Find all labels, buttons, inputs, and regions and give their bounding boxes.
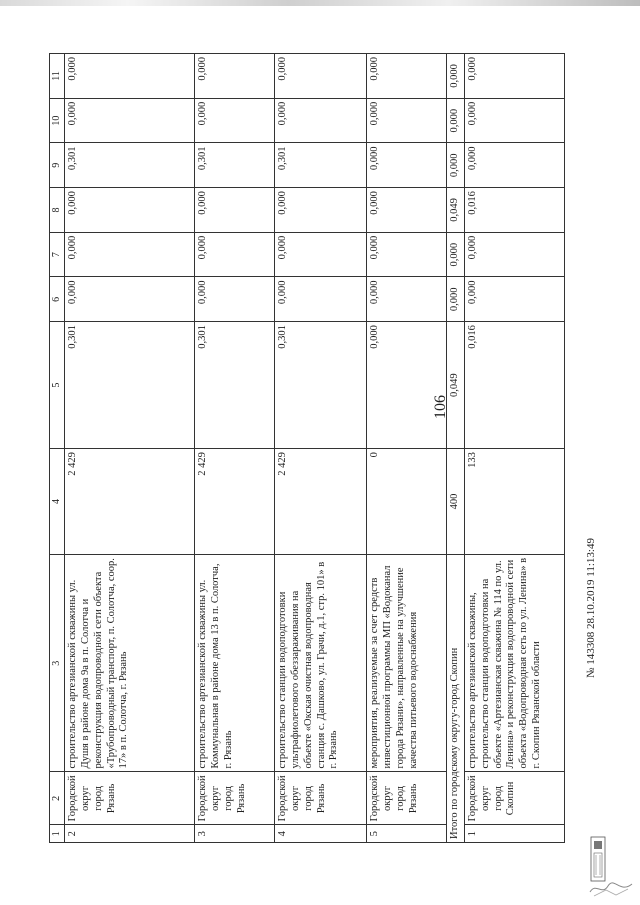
- table-row: [464, 54, 564, 843]
- value-cell: 0,000: [464, 54, 564, 99]
- value-cell: 0,000: [275, 98, 367, 143]
- description-cell: строительство станции водоподготовки ультрафиолетового обеззараживания на объекте «Окская очистная водопроводная станция с. Дашково, ул. Грачи, д.1, стр. 101» в г. Рязань: [275, 554, 367, 772]
- row-number: 2: [65, 825, 195, 843]
- table-row: [195, 54, 275, 843]
- value-cell: 0,000: [275, 188, 367, 233]
- total-label: Итого по городскому округу-город Скопин: [447, 554, 465, 842]
- col-header: 7: [50, 232, 65, 277]
- col-header: 2: [50, 772, 65, 825]
- table-row: [65, 54, 195, 843]
- value-cell: 0,000: [275, 232, 367, 277]
- page-number: 106: [432, 395, 449, 419]
- value-cell: 0,000: [367, 322, 447, 449]
- row-number: 5: [367, 825, 447, 843]
- value-cell: 0,016: [464, 188, 564, 233]
- value-cell: 0,000: [195, 188, 275, 233]
- col-header: 1: [50, 825, 65, 843]
- description-cell: строительство артезианской скважины ул. Коммунальная в районе дома 13 в п. Солотча, г. Рязань: [195, 554, 275, 772]
- col-header: 5: [50, 322, 65, 449]
- table-row: [367, 54, 447, 843]
- value-cell: 400: [447, 449, 465, 555]
- col-header: 10: [50, 98, 65, 143]
- value-cell: 0,000: [447, 98, 465, 143]
- value-cell: 0,000: [65, 54, 195, 99]
- value-cell: 0,000: [447, 232, 465, 277]
- row-number: 4: [275, 825, 367, 843]
- district-cell: Городской округ город Скопин: [464, 772, 564, 825]
- value-cell: 0,301: [275, 143, 367, 188]
- col-header: 11: [50, 54, 65, 99]
- value-cell: 0,000: [195, 232, 275, 277]
- total-row: [447, 54, 465, 843]
- value-cell: 0,000: [195, 98, 275, 143]
- registration-stamp: № 143308 28.10.2019 11:13:49: [585, 538, 597, 678]
- value-cell: 0,000: [275, 54, 367, 99]
- value-cell: 0,000: [464, 143, 564, 188]
- district-cell: Городской округ город Рязань: [65, 772, 195, 825]
- value-cell: 0,000: [367, 98, 447, 143]
- value-cell: 0,000: [65, 232, 195, 277]
- value-cell: 0,301: [65, 143, 195, 188]
- value-cell: 0,000: [275, 277, 367, 322]
- col-header: 3: [50, 554, 65, 772]
- table-row: [275, 54, 367, 843]
- value-cell: 2 429: [65, 449, 195, 555]
- value-cell: 0,016: [464, 322, 564, 449]
- data-table: [49, 53, 565, 843]
- col-header: 8: [50, 188, 65, 233]
- district-cell: Городской округ город Рязань: [195, 772, 275, 825]
- row-number: 1: [464, 825, 564, 843]
- value-cell: 0,000: [367, 143, 447, 188]
- value-cell: 0,000: [65, 277, 195, 322]
- col-header: 9: [50, 143, 65, 188]
- value-cell: 0,000: [464, 232, 564, 277]
- value-cell: 133: [464, 449, 564, 555]
- value-cell: 0,000: [195, 277, 275, 322]
- value-cell: 0,000: [195, 54, 275, 99]
- value-cell: 0,000: [65, 98, 195, 143]
- value-cell: 2 429: [275, 449, 367, 555]
- description-cell: мероприятия, реализуемые за счет средств инвестиционной программы МП «Водоканал города Рязани», направленные на улучшение качества питьевого водоснабжения: [367, 554, 447, 772]
- district-cell: Городской округ город Рязань: [367, 772, 447, 825]
- district-cell: Городской округ город Рязань: [275, 772, 367, 825]
- value-cell: 0,000: [367, 188, 447, 233]
- value-cell: 0,000: [65, 188, 195, 233]
- scan-mark-icon: [588, 878, 634, 898]
- value-cell: 0,000: [367, 54, 447, 99]
- row-number: 3: [195, 825, 275, 843]
- value-cell: 0,301: [195, 322, 275, 449]
- value-cell: 0,000: [447, 54, 465, 99]
- value-cell: 0,000: [464, 98, 564, 143]
- description-cell: строительство артезианской скважины ул. Душя в районе дома 9а в п. Солотча и реконструкция водопроводной сети объекта «Трубопроводный транспорт, п. Солотча, соор. 17» в п. Солотча, г. Рязань: [65, 554, 195, 772]
- rotated-table-wrapper: [49, 53, 611, 843]
- value-cell: 2 429: [195, 449, 275, 555]
- scan-edge: [0, 0, 640, 6]
- value-cell: 0,049: [447, 188, 465, 233]
- description-cell: строительство артезианской скважины, строительство станции водоподготовки на объекте «Артезианская скважина № 114 по ул. Ленина» и реконструкция водопроводной сети объекта «Водопроводная сеть по ул. Ленина» в г. Скопин Рязанской области: [464, 554, 564, 772]
- value-cell: 0,000: [367, 277, 447, 322]
- col-header: 6: [50, 277, 65, 322]
- value-cell: 0,000: [367, 232, 447, 277]
- value-cell: 0,000: [464, 277, 564, 322]
- value-cell: 0,049: [447, 322, 465, 449]
- value-cell: 0,000: [447, 143, 465, 188]
- header-row: [50, 54, 65, 843]
- value-cell: 0,301: [65, 322, 195, 449]
- col-header: 4: [50, 449, 65, 555]
- value-cell: 0,000: [447, 277, 465, 322]
- value-cell: 0,301: [195, 143, 275, 188]
- value-cell: 0: [367, 449, 447, 555]
- value-cell: 0,301: [275, 322, 367, 449]
